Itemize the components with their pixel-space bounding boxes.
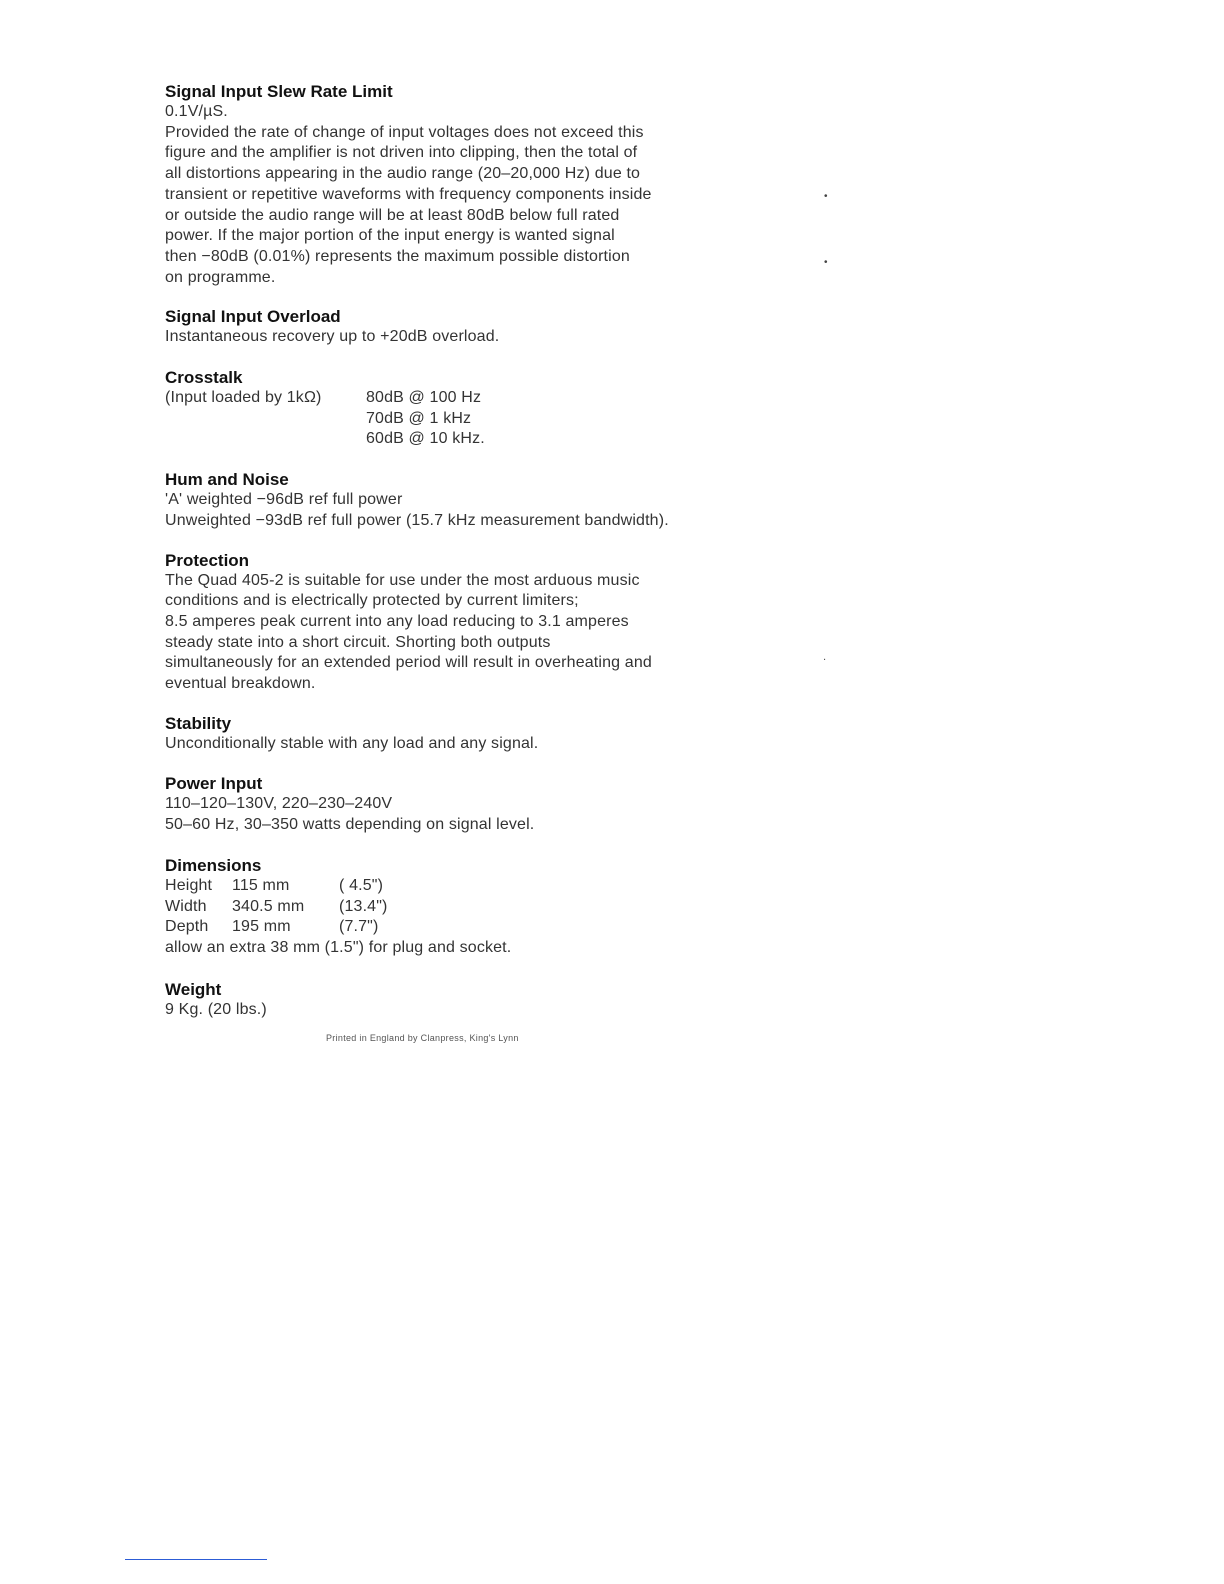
power-line: 110–120–130V, 220–230–240V xyxy=(165,795,393,813)
heading-protection: Protection xyxy=(165,550,250,570)
slew-line: then −80dB (0.01%) represents the maximum possible distortion xyxy=(165,247,630,265)
crosstalk-value: 80dB @ 100 Hz xyxy=(366,389,482,407)
dimension-mm: 195 mm xyxy=(232,918,291,936)
dimension-mm: 115 mm xyxy=(232,876,290,894)
section-weight xyxy=(165,980,765,1021)
heading-input-overload: Signal Input Overload xyxy=(165,307,341,327)
protection-line: The Quad 405-2 is suitable for use under the most arduous music xyxy=(165,571,640,589)
protection-line: eventual breakdown. xyxy=(165,675,316,693)
crosstalk-label: (Input loaded by 1kΩ) xyxy=(165,389,322,407)
dimension-label: Width xyxy=(165,897,207,915)
slew-line: 0.1V/µS. xyxy=(165,103,228,120)
protection-line: conditions and is electrically protected by current limiters; xyxy=(165,592,579,610)
dimension-row xyxy=(165,917,765,938)
dimension-label: Height xyxy=(165,876,213,894)
protection-line: steady state into a short circuit. Shorting both outputs xyxy=(165,633,551,651)
heading-crosstalk: Crosstalk xyxy=(165,368,243,388)
heading-dimensions: Dimensions xyxy=(165,855,262,875)
slew-line: Provided the rate of change of input voltages does not exceed this xyxy=(165,123,644,141)
crosstalk-value: 70dB @ 1 kHz xyxy=(366,409,472,427)
heading-weight: Weight xyxy=(165,979,222,999)
crosstalk-value: 60dB @ 10 kHz. xyxy=(366,430,485,448)
dimension-note: allow an extra 38 mm (1.5") for plug and socket. xyxy=(165,938,512,956)
slew-line: transient or repetitive waveforms with frequency components inside xyxy=(165,185,652,203)
scan-speck: • xyxy=(824,191,828,202)
slew-line: or outside the audio range will be at least 80dB below full rated xyxy=(165,206,620,224)
crosstalk-row xyxy=(165,409,765,430)
section-input-overload xyxy=(165,307,765,348)
heading-hum-noise: Hum and Noise xyxy=(165,470,289,490)
heading-stability: Stability xyxy=(165,713,232,733)
overload-line: Instantaneous recovery up to +20dB overload. xyxy=(165,328,500,346)
dimension-row xyxy=(165,876,765,897)
spec-column xyxy=(165,80,765,1020)
hum-line: Unweighted −93dB ref full power (15.7 kHz measurement bandwidth). xyxy=(165,511,669,529)
crosstalk-row xyxy=(165,429,765,450)
dimension-label: Depth xyxy=(165,918,209,936)
scan-speck: ‧ xyxy=(823,655,827,666)
section-protection xyxy=(165,551,765,695)
protection-line: 8.5 amperes peak current into any load reducing to 3.1 amperes xyxy=(165,612,629,630)
weight-line: 9 Kg. (20 lbs.) xyxy=(165,1000,267,1018)
section-power-input xyxy=(165,774,765,835)
heading-power-input: Power Input xyxy=(165,774,263,794)
bottom-rule xyxy=(125,1559,267,1560)
stability-line: Unconditionally stable with any load and any signal. xyxy=(165,734,539,752)
printer-credit: Printed in England by Clanpress, King's Lynn xyxy=(326,1033,519,1043)
dimension-mm: 340.5 mm xyxy=(232,897,305,915)
slew-line: on programme. xyxy=(165,268,276,286)
slew-line: all distortions appearing in the audio range (20–20,000 Hz) due to xyxy=(165,165,641,183)
section-slew-rate xyxy=(165,82,765,288)
slew-line: figure and the amplifier is not driven into clipping, then the total of xyxy=(165,144,638,162)
section-hum-noise xyxy=(165,470,765,531)
section-stability xyxy=(165,714,765,755)
protection-line: simultaneously for an extended period will result in overheating and xyxy=(165,654,652,672)
section-crosstalk xyxy=(165,368,765,450)
dimension-inch: (13.4") xyxy=(339,897,388,915)
crosstalk-row xyxy=(165,388,765,409)
hum-line: 'A' weighted −96dB ref full power xyxy=(165,491,403,509)
power-line: 50–60 Hz, 30–350 watts depending on signal level. xyxy=(165,816,535,834)
dimension-inch: ( 4.5") xyxy=(339,876,384,894)
scan-speck: • xyxy=(824,257,828,268)
section-dimensions xyxy=(165,856,765,959)
dimension-inch: (7.7") xyxy=(339,918,379,936)
dimension-row xyxy=(165,897,765,918)
slew-line: power. If the major portion of the input energy is wanted signal xyxy=(165,227,615,245)
heading-slew-rate: Signal Input Slew Rate Limit xyxy=(165,82,393,101)
